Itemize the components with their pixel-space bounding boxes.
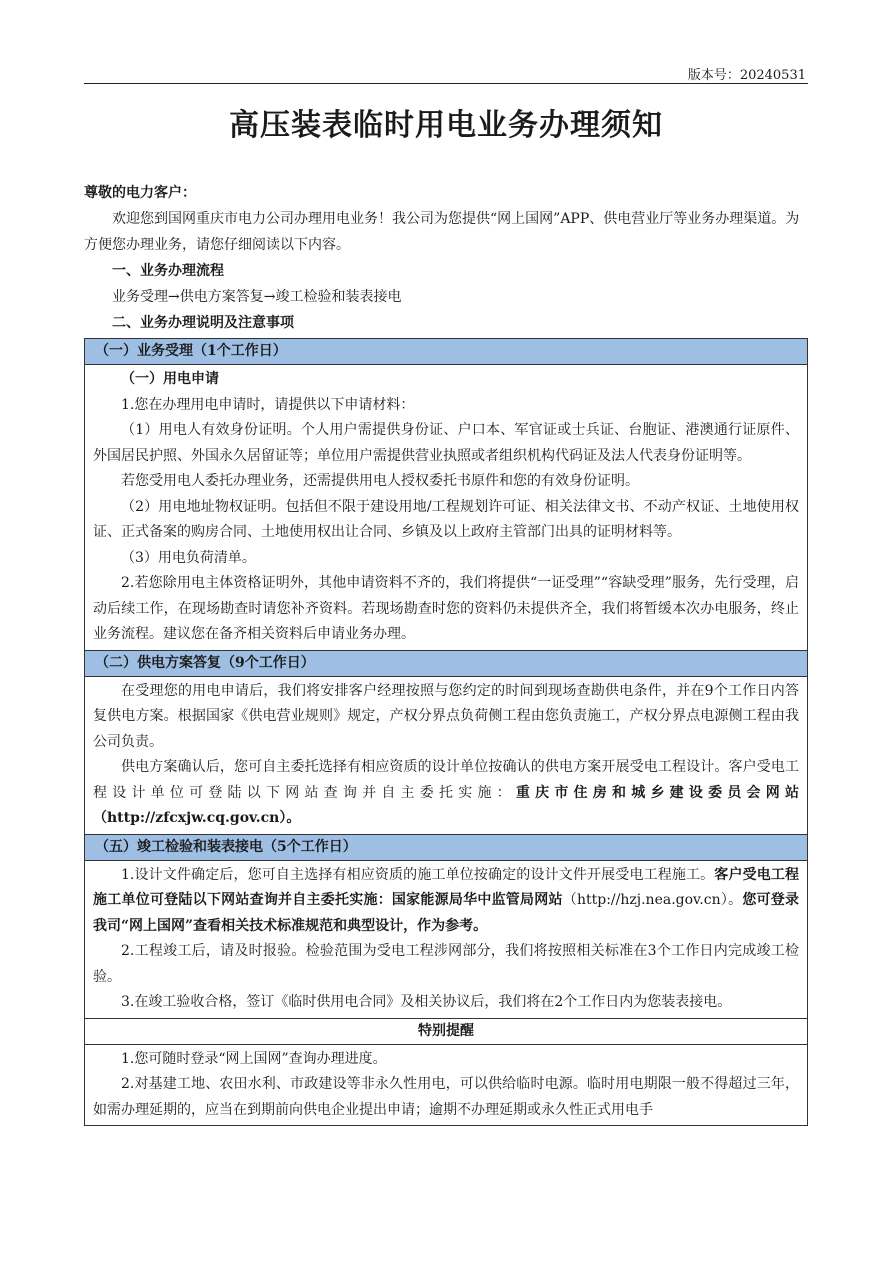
part3-paragraph: 3.在竣工验收合格，签订《临时供用电合同》及相关协议后，我们将在2个工作日内为您装表接电。 — [121, 994, 732, 1010]
document-title: 高压装表临时用电业务办理须知 — [229, 108, 663, 143]
intro-block — [84, 180, 808, 336]
part1-paragraph: （1）用电人有效身份证明。个人用户需提供身份证、户口本、军官证或士兵证、台胞证、港澳通行证原件、外国居民护照、外国永久居留证等；单位用户需提供营业执照或者组织机构代码证及法人代表身份证明等。 — [93, 422, 799, 464]
version-number: 版本号：20240531 — [687, 68, 806, 83]
reference-note: 您可登录我司“网上国网”查看相关技术标准规范和典型设计，作为参考。 — [93, 892, 800, 934]
reminder-paragraph: 1.您可随时登录“网上国网”查询办理进度。 — [121, 1050, 387, 1067]
header-rule — [84, 83, 808, 84]
part2-paragraph: 在受理您的用电申请后，我们将安排客户经理按照与您约定的时间到现场查勘供电条件，并在9个工作日内答复供电方案。根据国家《供电营业规则》规定，产权分界点负荷侧工程由您负责施工，产权分界点电源侧工程由我公司负责。 — [93, 682, 799, 750]
part1-heading: （一）业务受理（1个工作日） — [85, 339, 807, 365]
part3-paragraph: 2.工程竣工后，请及时报验。检验范围为受电工程涉网部分，我们将按照相关标准在3个工作日内完成竣工检验。 — [93, 943, 799, 985]
reminder-paragraph: 2.对基建工地、农田水利、市政建设等非永久性用电，可以供给临时电源。临时用电期限一般不得超过三年，如需办理延期的，应当在到期前向供电企业提出申请；逾期不办理延期或永久性正式用电手 — [93, 1076, 799, 1118]
notes-table — [84, 338, 808, 1126]
intro-paragraph: 欢迎您到国网重庆市电力公司办理用电业务！我公司为您提供“网上国网”APP、供电营业厅等业务办理渠道。为方便您办理业务，请您仔细阅读以下内容。 — [84, 211, 800, 253]
special-reminder-body — [85, 1045, 807, 1126]
part2-text: 供电方案确认后，您可自主委托选择有相应资质的设计单位按确认的供电方案开展受电工程设计。客户受电工程设计单位可登陆以下网站查询并自主委托实施： — [93, 759, 799, 801]
process-flow: 业务受理→供电方案答复→竣工检验和装表接电 — [112, 289, 402, 305]
part3-body — [85, 861, 807, 1018]
part2-paragraph — [93, 755, 799, 832]
part3-paragraph — [93, 863, 799, 940]
part1-body — [85, 365, 807, 650]
construction-website-url: （http://hzj.nea.gov.cn）。 — [562, 892, 743, 908]
part3-text: 1.设计文件确定后，您可自主选择有相应资质的施工单位按确定的设计文件开展受电工程施工。 — [121, 866, 715, 883]
part1-paragraph: （3）用电负荷清单。 — [121, 549, 256, 566]
part1-paragraph: 若您受用电人委托办理业务，还需提供用电人授权委托书原件和您的有效身份证明。 — [121, 473, 639, 489]
part2-body — [85, 677, 807, 834]
construction-website-reference: 客户受电工程施工单位可登陆以下网站查询并自主委托实施：国家能源局华中监管局网站 — [93, 866, 800, 908]
part1-paragraph: 1.您在办理用电申请时，请提供以下申请材料： — [121, 396, 415, 413]
section2-heading: 二、业务办理说明及注意事项 — [112, 315, 294, 331]
part3-heading: （五）竣工检验和装表接电（5个工作日） — [85, 834, 807, 861]
part1-paragraph: （2）用电地址物权证明。包括但不限于建设用地/工程规划许可证、相关法律文书、不动产权证、土地使用权证、正式备案的购房合同、土地使用权出让合同、乡镇及以上政府主管部门出具的证明材料等。 — [93, 498, 799, 540]
design-website-reference: 重庆市住房和城乡建设委员会网站（http://zfcxjw.cq.gov.cn）。 — [93, 784, 800, 826]
section1-heading: 一、业务办理流程 — [112, 263, 224, 279]
part1-subheading: （一）用电申请 — [121, 371, 219, 387]
part2-heading: （二）供电方案答复（9个工作日） — [85, 650, 807, 677]
special-reminder-heading: 特别提醒 — [85, 1018, 807, 1045]
greeting: 尊敬的电力客户： — [84, 185, 196, 201]
part1-paragraph: 2.若您除用电主体资格证明外，其他申请资料不齐的，我们将提供“一证受理”“容缺受理”服务，先行受理，启动后续工作，在现场勘查时请您补齐资料。若现场勘查时您的资料仍未提供齐全，我们将暂缓本次办电服务，终止业务流程。建议您在备齐相关资料后申请业务办理。 — [93, 575, 799, 642]
